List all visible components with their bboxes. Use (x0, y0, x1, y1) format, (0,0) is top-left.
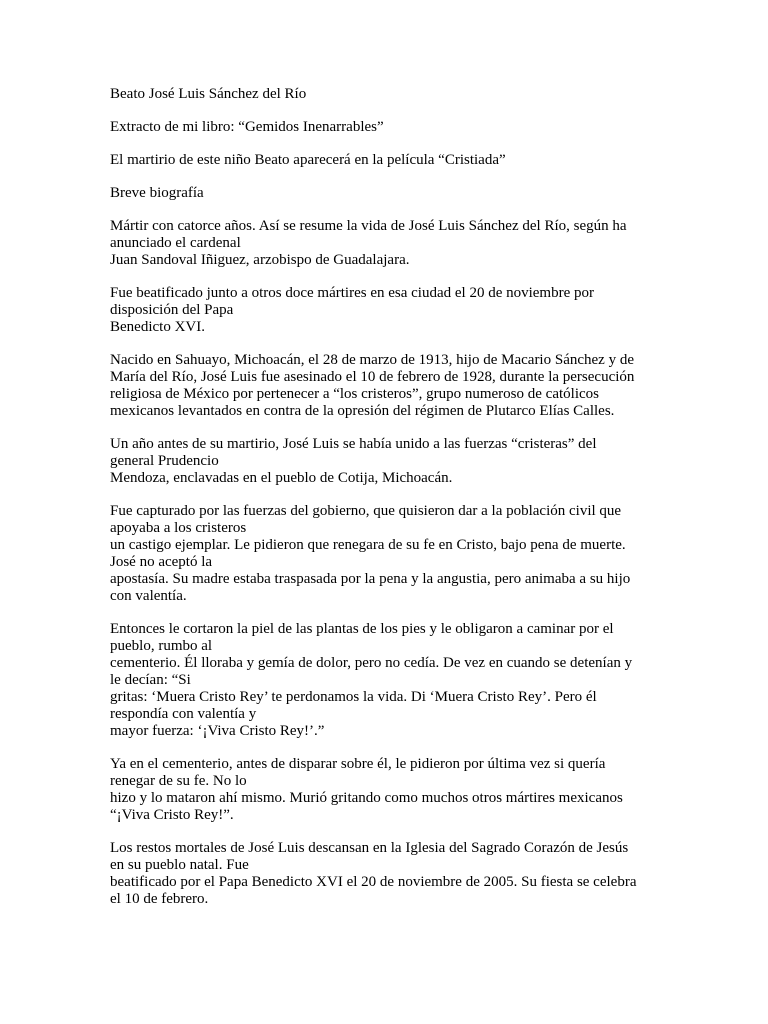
text-line: le decían: “Si (110, 672, 191, 688)
paragraph (110, 503, 660, 605)
section-heading (110, 185, 660, 202)
text-line: Beato José Luis Sánchez del Río (110, 86, 307, 102)
document-page (110, 86, 660, 924)
text-line: Mendoza, enclavadas en el pueblo de Cotija, Michoacán. (110, 470, 453, 486)
text-line: Entonces le cortaron la piel de las plantas de los pies y le obligaron a caminar por el (110, 621, 614, 637)
text-line: respondía con valentía y (110, 706, 257, 722)
text-line: María del Río, José Luis fue asesinado el 10 de febrero de 1928, durante la persecución (110, 369, 635, 385)
text-line: hizo y lo mataron ahí mismo. Murió gritando como muchos otros mártires mexicanos (110, 790, 623, 806)
title-paragraph (110, 86, 660, 103)
text-line: beatificado por el Papa Benedicto XVI el 20 de noviembre de 2005. Su fiesta se celebra (110, 874, 637, 890)
paragraph (110, 436, 660, 487)
text-line: general Prudencio (110, 453, 219, 469)
paragraph (110, 840, 660, 908)
text-line: disposición del Papa (110, 302, 234, 318)
paragraph (110, 352, 660, 420)
text-line: “¡Viva Cristo Rey!”. (110, 807, 234, 823)
text-line: El martirio de este niño Beato aparecerá en la película “Cristiada” (110, 152, 506, 168)
text-line: Juan Sandoval Iñiguez, arzobispo de Guadalajara. (110, 252, 410, 268)
paragraph (110, 756, 660, 824)
text-line: el 10 de febrero. (110, 891, 209, 907)
text-line: en su pueblo natal. Fue (110, 857, 249, 873)
text-line: Los restos mortales de José Luis descansan en la Iglesia del Sagrado Corazón de Jesús (110, 840, 629, 856)
text-line: Fue capturado por las fuerzas del gobierno, que quisieron dar a la población civil que (110, 503, 622, 519)
text-line: renegar de su fe. No lo (110, 773, 247, 789)
text-line: apoyaba a los cristeros (110, 520, 247, 536)
text-line: cementerio. Él lloraba y gemía de dolor, pero no cedía. De vez en cuando se detenían y (110, 655, 633, 671)
text-line: Mártir con catorce años. Así se resume la vida de José Luis Sánchez del Río, según ha (110, 218, 627, 234)
text-line: pueblo, rumbo al (110, 638, 213, 654)
text-line: anunciado el cardenal (110, 235, 241, 251)
text-line: con valentía. (110, 588, 187, 604)
text-line: Extracto de mi libro: “Gemidos Inenarrables” (110, 119, 384, 135)
text-line: gritas: ‘Muera Cristo Rey’ te perdonamos la vida. Di ‘Muera Cristo Rey’. Pero él (110, 689, 597, 705)
text-line: Breve biografía (110, 185, 204, 201)
text-line: apostasía. Su madre estaba traspasada por la pena y la angustia, pero animaba a su hijo (110, 571, 631, 587)
text-line: mayor fuerza: ‘¡Viva Cristo Rey!’.” (110, 723, 325, 739)
paragraph (110, 152, 660, 169)
text-line: religiosa de México por pertenecer a “los cristeros”, grupo numeroso de católicos (110, 386, 599, 402)
paragraph (110, 218, 660, 269)
paragraph (110, 621, 660, 740)
text-line: Benedicto XVI. (110, 319, 205, 335)
text-line: Nacido en Sahuayo, Michoacán, el 28 de marzo de 1913, hijo de Macario Sánchez y de (110, 352, 634, 368)
text-line: Ya en el cementerio, antes de disparar sobre él, le pidieron por última vez si quería (110, 756, 606, 772)
text-line: un castigo ejemplar. Le pidieron que renegara de su fe en Cristo, bajo pena de muerte. (110, 537, 626, 553)
paragraph (110, 285, 660, 336)
text-line: mexicanos levantados en contra de la opresión del régimen de Plutarco Elías Calles. (110, 403, 615, 419)
text-line: José no aceptó la (110, 554, 213, 570)
text-line: Un año antes de su martirio, José Luis se había unido a las fuerzas “cristeras” del (110, 436, 597, 452)
text-line: Fue beatificado junto a otros doce mártires en esa ciudad el 20 de noviembre por (110, 285, 594, 301)
paragraph (110, 119, 660, 136)
